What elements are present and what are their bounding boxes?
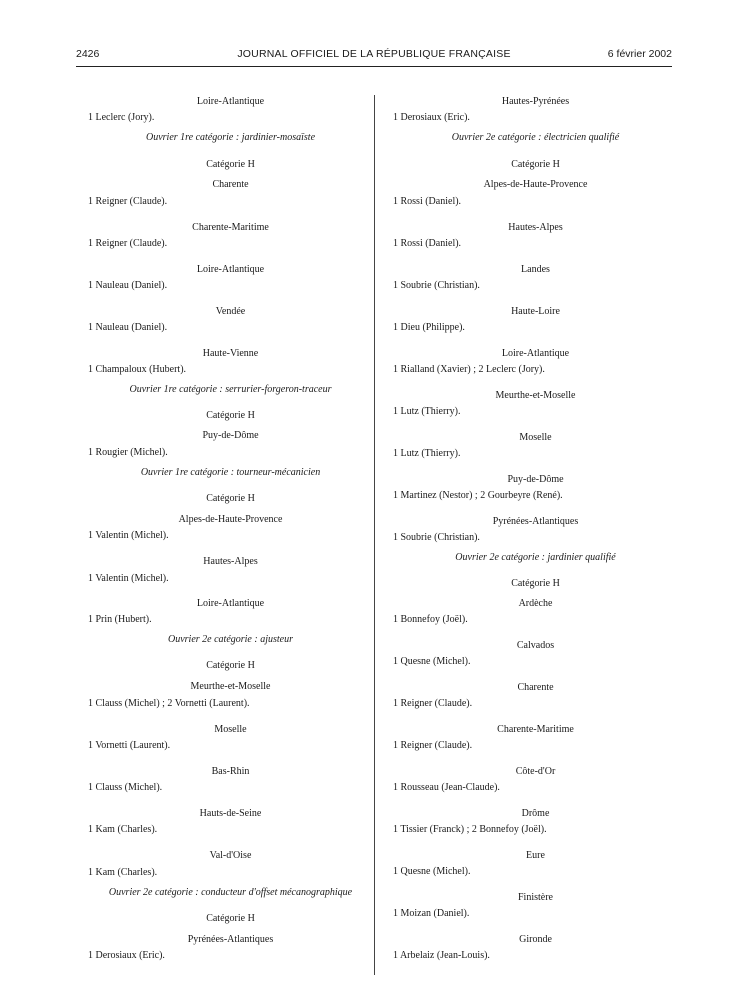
left-category-heading: Ouvrier 1re catégorie : tourneur-mécanicien — [140, 467, 321, 478]
left-entry: 1 Clauss (Michel) ; 2 Vornetti (Laurent). — [88, 698, 250, 709]
right-section-heading: Hautes-Pyrénées — [501, 96, 570, 107]
right-entry: 1 Quesne (Michel). — [393, 656, 471, 667]
right-entry: 1 Reigner (Claude). — [393, 698, 473, 709]
right-entry: 1 Rialland (Xavier) ; 2 Leclerc (Jory). — [393, 364, 545, 375]
left-section-heading: Alpes-de-Haute-Provence — [178, 514, 283, 525]
left-section-heading: Meurthe-et-Moselle — [190, 681, 271, 692]
left-category-heading: Ouvrier 1re catégorie : jardinier-mosaïste — [145, 132, 316, 143]
right-entry: 1 Martinez (Nestor) ; 2 Gourbeyre (René). — [393, 490, 563, 501]
left-section-heading: Catégorie H — [206, 913, 255, 924]
left-entry: 1 Nauleau (Daniel). — [88, 322, 168, 333]
column-divider — [374, 95, 375, 975]
left-section-heading: Loire-Atlantique — [196, 264, 265, 275]
right-section-heading: Charente — [517, 682, 554, 693]
right-section-heading: Drôme — [521, 808, 550, 819]
right-entry: 1 Tissier (Franck) ; 2 Bonnefoy (Joël). — [393, 824, 547, 835]
left-section-heading: Bas-Rhin — [211, 766, 250, 777]
right-section-heading: Catégorie H — [511, 159, 560, 170]
left-entry: 1 Prin (Hubert). — [88, 614, 152, 625]
left-entry: 1 Reigner (Claude). — [88, 196, 168, 207]
right-entry: 1 Derosiaux (Eric). — [393, 112, 470, 123]
right-section-heading: Gironde — [519, 934, 552, 945]
left-entry: 1 Vornetti (Laurent). — [88, 740, 171, 751]
left-entry: 1 Kam (Charles). — [88, 867, 158, 878]
right-entry: 1 Moizan (Daniel). — [393, 908, 470, 919]
right-entry: 1 Quesne (Michel). — [393, 866, 471, 877]
right-section-heading: Puy-de-Dôme — [507, 474, 564, 485]
right-entry: 1 Rossi (Daniel). — [393, 196, 462, 207]
left-section-heading: Hautes-Alpes — [203, 556, 258, 567]
right-section-heading: Ardèche — [518, 598, 553, 609]
left-category-heading: Ouvrier 2e catégorie : ajusteur — [168, 634, 293, 645]
right-entry: 1 Reigner (Claude). — [393, 740, 473, 751]
right-section-heading: Loire-Atlantique — [501, 348, 570, 359]
left-entry: 1 Kam (Charles). — [88, 824, 158, 835]
right-entry: 1 Dieu (Philippe). — [393, 322, 465, 333]
left-entry: 1 Reigner (Claude). — [88, 238, 168, 249]
left-section-heading: Haute-Vienne — [202, 348, 259, 359]
right-entry: 1 Rousseau (Jean-Claude). — [393, 782, 500, 793]
left-category-heading: Ouvrier 1re catégorie : serrurier-forgeron-traceur — [129, 384, 332, 395]
left-section-heading: Pyrénées-Atlantiques — [187, 934, 274, 945]
left-entry: 1 Clauss (Michel). — [88, 782, 163, 793]
left-entry: 1 Valentin (Michel). — [88, 573, 169, 584]
right-section-heading: Calvados — [516, 640, 555, 651]
left-section-heading: Hauts-de-Seine — [199, 808, 262, 819]
left-section-heading: Val-d'Oise — [209, 850, 252, 861]
left-section-heading: Charente — [212, 179, 249, 190]
left-entry: 1 Derosiaux (Eric). — [88, 950, 165, 961]
left-entry: 1 Valentin (Michel). — [88, 530, 169, 541]
right-section-heading: Haute-Loire — [511, 306, 560, 317]
right-category-heading: Ouvrier 2e catégorie : électricien qualifié — [451, 132, 620, 143]
right-section-heading: Côte-d'Or — [515, 766, 556, 777]
left-section-heading: Vendée — [215, 306, 246, 317]
right-entry: 1 Soubrie (Christian). — [393, 280, 480, 291]
right-section-heading: Landes — [521, 264, 550, 275]
left-entry: 1 Champaloux (Hubert). — [88, 364, 187, 375]
left-section-heading: Loire-Atlantique — [196, 96, 265, 107]
header-rule — [76, 66, 672, 67]
right-entry: 1 Bonnefoy (Joël). — [393, 614, 468, 625]
left-entry: 1 Leclerc (Jory). — [88, 112, 155, 123]
left-section-heading: Catégorie H — [206, 410, 255, 421]
left-section-heading: Moselle — [214, 724, 247, 735]
right-entry: 1 Soubrie (Christian). — [393, 532, 480, 543]
right-entry: 1 Lutz (Thierry). — [393, 406, 461, 417]
right-entry: 1 Rossi (Daniel). — [393, 238, 462, 249]
right-entry: 1 Arbelaiz (Jean-Louis). — [393, 950, 490, 961]
page-header — [76, 48, 672, 62]
right-section-heading: Pyrénées-Atlantiques — [492, 516, 579, 527]
right-section-heading: Eure — [526, 850, 545, 861]
left-category-heading: Ouvrier 2e catégorie : conducteur d'offset mécanographique — [108, 887, 353, 898]
right-entry: 1 Lutz (Thierry). — [393, 448, 461, 459]
left-section-heading: Loire-Atlantique — [196, 598, 265, 609]
left-section-heading: Puy-de-Dôme — [202, 430, 259, 441]
right-section-heading: Hautes-Alpes — [508, 222, 563, 233]
left-section-heading: Charente-Maritime — [192, 222, 269, 233]
right-category-heading: Ouvrier 2e catégorie : jardinier qualifié — [455, 552, 616, 563]
right-section-heading: Meurthe-et-Moselle — [495, 390, 576, 401]
left-section-heading: Catégorie H — [206, 159, 255, 170]
journal-title: JOURNAL OFFICIEL DE LA RÉPUBLIQUE FRANÇAISE — [237, 48, 511, 60]
issue-date: 6 février 2002 — [607, 48, 672, 60]
left-section-heading: Catégorie H — [206, 493, 255, 504]
right-section-heading: Moselle — [519, 432, 552, 443]
page-number: 2426 — [76, 48, 100, 60]
left-section-heading: Catégorie H — [206, 660, 255, 671]
left-entry: 1 Rougier (Michel). — [88, 447, 168, 458]
right-section-heading: Catégorie H — [511, 578, 560, 589]
left-entry: 1 Nauleau (Daniel). — [88, 280, 168, 291]
right-section-heading: Alpes-de-Haute-Provence — [483, 179, 588, 190]
right-section-heading: Charente-Maritime — [497, 724, 574, 735]
right-section-heading: Finistère — [518, 892, 553, 903]
